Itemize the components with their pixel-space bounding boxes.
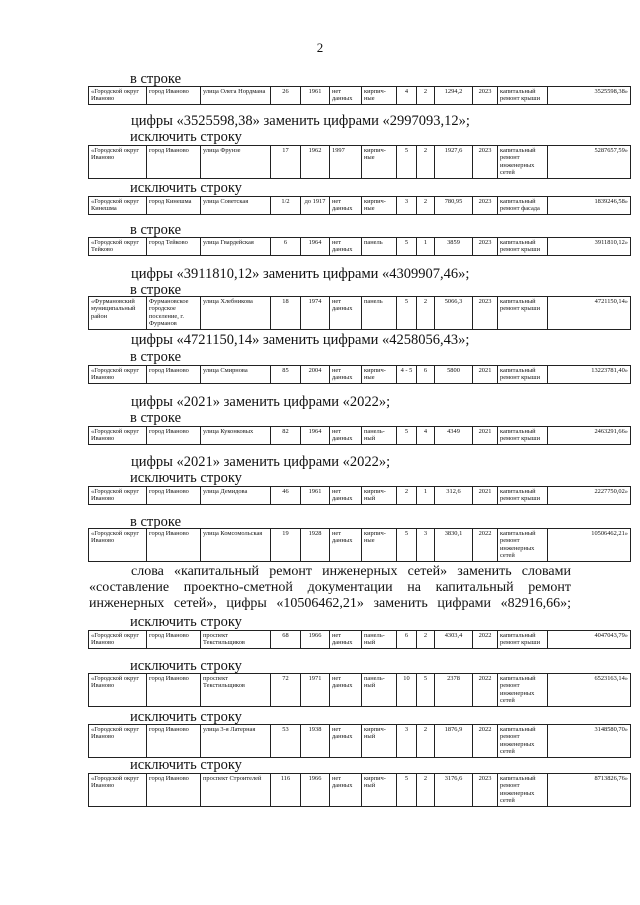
table-row — [89, 487, 631, 505]
wall-material-cell: кирпич-ный — [362, 487, 397, 505]
entrances-cell: 1 — [417, 487, 435, 505]
house-number-cell: 46 — [271, 487, 301, 505]
table-row — [89, 366, 631, 384]
wall-material-cell: кирпич-ные — [362, 197, 397, 215]
area-cell: 1294,2 — [435, 87, 473, 105]
table-row — [89, 238, 631, 256]
entrances-cell: 2 — [417, 197, 435, 215]
settlement-cell: город Иваново — [147, 487, 201, 505]
settlement-cell: город Иваново — [147, 631, 201, 649]
cost-cell: 5287657,59» — [548, 146, 631, 179]
cost-cell: 4721150,14» — [548, 297, 631, 330]
area-cell: 4349 — [435, 427, 473, 445]
planned-year-cell: 2021 — [473, 366, 498, 384]
area-cell: 3859 — [435, 238, 473, 256]
house-number-cell: 17 — [271, 146, 301, 179]
entrances-cell: 5 — [417, 674, 435, 707]
municipality-cell: «Городской округ Иваново — [89, 487, 147, 505]
street-cell: улица Куконковых — [201, 427, 271, 445]
street-cell: улица Хлебникова — [201, 297, 271, 330]
cost-cell: 6523163,14» — [548, 674, 631, 707]
wall-material-cell: панель-ный — [362, 674, 397, 707]
amendment-paragraph — [89, 564, 571, 612]
street-cell: улица 3-я Латерная — [201, 725, 271, 758]
house-number-cell: 6 — [271, 238, 301, 256]
planned-year-cell: 2022 — [473, 631, 498, 649]
work-type-cell: капитальный ремонт инженерных сетей — [498, 529, 548, 562]
settlement-cell: город Иваново — [147, 774, 201, 807]
floors-cell: 5 — [397, 529, 417, 562]
wall-material-cell: кирпич-ные — [362, 87, 397, 105]
instruction-replace-figures: цифры «4721150,14» заменить цифрами «4258056,43»; — [131, 332, 470, 348]
work-type-cell: капитальный ремонт крыши — [498, 238, 548, 256]
work-type-cell: капитальный ремонт инженерных сетей — [498, 674, 548, 707]
municipality-cell: «Фурмановский муниципальный район — [89, 297, 147, 330]
floors-cell: 6 — [397, 631, 417, 649]
settlement-cell: город Иваново — [147, 427, 201, 445]
entrances-cell: 2 — [417, 631, 435, 649]
year-renovated-cell: 1997 — [330, 146, 362, 179]
work-type-cell: капитальный ремонт крыши — [498, 87, 548, 105]
settlement-cell: город Иваново — [147, 674, 201, 707]
work-type-cell: капитальный ремонт крыши — [498, 297, 548, 330]
table-row — [89, 774, 631, 807]
table-row — [89, 197, 631, 215]
instruction-replace-figures: цифры «2021» заменить цифрами «2022»; — [131, 394, 391, 410]
area-cell: 5800 — [435, 366, 473, 384]
instruction-replace-figures: цифры «3911810,12» заменить цифрами «4309907,46»; — [131, 266, 470, 282]
work-type-cell: капитальный ремонт крыши — [498, 631, 548, 649]
year-built-cell: 1964 — [301, 238, 330, 256]
instruction-in-row: в строке — [130, 71, 182, 87]
year-built-cell: 1928 — [301, 529, 330, 562]
cost-cell: 4047043,79» — [548, 631, 631, 649]
year-built-cell: 1961 — [301, 487, 330, 505]
municipality-cell: «Городской округ Иваново — [89, 427, 147, 445]
wall-material-cell: кирпич-ные — [362, 146, 397, 179]
instruction-exclude-row: исключить строку — [130, 757, 242, 773]
house-number-cell: 68 — [271, 631, 301, 649]
year-renovated-cell: нет данных — [330, 297, 362, 330]
entrances-cell: 6 — [417, 366, 435, 384]
settlement-cell: город Иваново — [147, 366, 201, 384]
year-renovated-cell: нет данных — [330, 529, 362, 562]
house-number-cell: 19 — [271, 529, 301, 562]
municipality-cell: «Городской округ Иваново — [89, 725, 147, 758]
floors-cell: 3 — [397, 197, 417, 215]
settlement-cell: город Иваново — [147, 725, 201, 758]
instruction-in-row: в строке — [130, 349, 182, 365]
instruction-exclude-row: исключить строку — [130, 614, 242, 630]
floors-cell: 5 — [397, 146, 417, 179]
instruction-exclude-row: исключить строку — [130, 658, 242, 674]
municipality-cell: «Городской округ Иваново — [89, 631, 147, 649]
planned-year-cell: 2022 — [473, 674, 498, 707]
wall-material-cell: кирпич-ный — [362, 725, 397, 758]
planned-year-cell: 2021 — [473, 427, 498, 445]
instruction-exclude-row: исключить строку — [130, 129, 242, 145]
paragraph-line: инженерных сетей», цифры «10506462,21» заменить цифрами «82916,66»; — [89, 596, 571, 611]
entrances-cell: 2 — [417, 774, 435, 807]
street-cell: улица Советская — [201, 197, 271, 215]
house-number-cell: 18 — [271, 297, 301, 330]
year-renovated-cell: нет данных — [330, 366, 362, 384]
wall-material-cell: кирпич-ные — [362, 366, 397, 384]
planned-year-cell: 2023 — [473, 146, 498, 179]
year-built-cell: 1961 — [301, 87, 330, 105]
row-table — [88, 365, 631, 384]
table-row — [89, 674, 631, 707]
instruction-exclude-row: исключить строку — [130, 709, 242, 725]
settlement-cell: Фурмановское городское поселение, г. Фурманов — [147, 297, 201, 330]
area-cell: 3176,6 — [435, 774, 473, 807]
street-cell: улица Демидова — [201, 487, 271, 505]
cost-cell: 1839246,58» — [548, 197, 631, 215]
work-type-cell: капитальный ремонт инженерных сетей — [498, 774, 548, 807]
wall-material-cell: панель-ный — [362, 427, 397, 445]
work-type-cell: капитальный ремонт крыши — [498, 427, 548, 445]
wall-material-cell: панель-ный — [362, 631, 397, 649]
settlement-cell: город Иваново — [147, 529, 201, 562]
year-renovated-cell: нет данных — [330, 427, 362, 445]
instruction-in-row: в строке — [130, 514, 182, 530]
row-table — [88, 145, 631, 179]
area-cell: 780,95 — [435, 197, 473, 215]
cost-cell: 13223781,40» — [548, 366, 631, 384]
floors-cell: 5 — [397, 774, 417, 807]
municipality-cell: «Городской округ Иваново — [89, 674, 147, 707]
year-renovated-cell: нет данных — [330, 487, 362, 505]
municipality-cell: «Городской округ Кинешма — [89, 197, 147, 215]
work-type-cell: капитальный ремонт крыши — [498, 487, 548, 505]
cost-cell: 2227750,02» — [548, 487, 631, 505]
municipality-cell: «Городской округ Иваново — [89, 366, 147, 384]
instruction-exclude-row: исключить строку — [130, 470, 242, 486]
street-cell: проспект Строителей — [201, 774, 271, 807]
planned-year-cell: 2023 — [473, 87, 498, 105]
work-type-cell: капитальный ремонт инженерных сетей — [498, 725, 548, 758]
wall-material-cell: панель — [362, 238, 397, 256]
area-cell: 5066,3 — [435, 297, 473, 330]
instruction-in-row: в строке — [130, 222, 182, 238]
planned-year-cell: 2021 — [473, 487, 498, 505]
entrances-cell: 1 — [417, 238, 435, 256]
row-table — [88, 426, 631, 445]
floors-cell: 3 — [397, 725, 417, 758]
planned-year-cell: 2022 — [473, 725, 498, 758]
cost-cell: 10506462,21» — [548, 529, 631, 562]
wall-material-cell: кирпич-ные — [362, 529, 397, 562]
cost-cell: 3525598,38» — [548, 87, 631, 105]
municipality-cell: «Городской округ Иваново — [89, 529, 147, 562]
year-renovated-cell: нет данных — [330, 774, 362, 807]
planned-year-cell: 2023 — [473, 238, 498, 256]
paragraph-line: «составление проектно-сметной документации на капитальный ремонт — [89, 580, 571, 595]
year-built-cell: 1966 — [301, 631, 330, 649]
floors-cell: 4 — [397, 87, 417, 105]
area-cell: 3830,1 — [435, 529, 473, 562]
house-number-cell: 72 — [271, 674, 301, 707]
floors-cell: 4 - 5 — [397, 366, 417, 384]
row-table — [88, 237, 631, 256]
row-table — [88, 296, 631, 330]
entrances-cell: 2 — [417, 87, 435, 105]
settlement-cell: город Иваново — [147, 87, 201, 105]
area-cell: 1927,6 — [435, 146, 473, 179]
area-cell: 1876,9 — [435, 725, 473, 758]
cost-cell: 2463291,66» — [548, 427, 631, 445]
house-number-cell: 116 — [271, 774, 301, 807]
wall-material-cell: кирпич-ный — [362, 774, 397, 807]
row-table — [88, 86, 631, 105]
cost-cell: 3148580,70» — [548, 725, 631, 758]
floors-cell: 5 — [397, 238, 417, 256]
municipality-cell: «Городской округ Тейково — [89, 238, 147, 256]
street-cell: проспект Текстильщиков — [201, 631, 271, 649]
floors-cell: 5 — [397, 427, 417, 445]
instruction-exclude-row: исключить строку — [130, 180, 242, 196]
street-cell: улица Комсомольская — [201, 529, 271, 562]
entrances-cell: 2 — [417, 725, 435, 758]
entrances-cell: 3 — [417, 529, 435, 562]
floors-cell: 5 — [397, 297, 417, 330]
table-row — [89, 87, 631, 105]
municipality-cell: «Городской округ Иваново — [89, 146, 147, 179]
planned-year-cell: 2023 — [473, 197, 498, 215]
entrances-cell: 2 — [417, 297, 435, 330]
work-type-cell: капитальный ремонт крыши — [498, 366, 548, 384]
row-table — [88, 773, 631, 807]
entrances-cell: 4 — [417, 427, 435, 445]
table-row — [89, 529, 631, 562]
house-number-cell: 53 — [271, 725, 301, 758]
municipality-cell: «Городской округ Иваново — [89, 87, 147, 105]
work-type-cell: капитальный ремонт инженерных сетей — [498, 146, 548, 179]
wall-material-cell: панель — [362, 297, 397, 330]
year-built-cell: 1971 — [301, 674, 330, 707]
planned-year-cell: 2022 — [473, 529, 498, 562]
entrances-cell: 2 — [417, 146, 435, 179]
year-built-cell: 1964 — [301, 427, 330, 445]
house-number-cell: 85 — [271, 366, 301, 384]
table-row — [89, 146, 631, 179]
table-row — [89, 631, 631, 649]
year-built-cell: 2004 — [301, 366, 330, 384]
instruction-replace-figures: цифры «3525598,38» заменить цифрами «2997093,12»; — [131, 113, 470, 129]
year-renovated-cell: нет данных — [330, 725, 362, 758]
row-table — [88, 724, 631, 758]
work-type-cell: капитальный ремонт фасада — [498, 197, 548, 215]
year-built-cell: до 1917 — [301, 197, 330, 215]
street-cell: проспект Текстильщиков — [201, 674, 271, 707]
table-row — [89, 297, 631, 330]
settlement-cell: город Тейково — [147, 238, 201, 256]
cost-cell: 8713826,76» — [548, 774, 631, 807]
settlement-cell: город Кинешма — [147, 197, 201, 215]
row-table — [88, 196, 631, 215]
cost-cell: 3911810,12» — [548, 238, 631, 256]
municipality-cell: «Городской округ Иваново — [89, 774, 147, 807]
year-built-cell: 1962 — [301, 146, 330, 179]
table-row — [89, 427, 631, 445]
street-cell: улица Смирнова — [201, 366, 271, 384]
year-built-cell: 1966 — [301, 774, 330, 807]
year-built-cell: 1938 — [301, 725, 330, 758]
planned-year-cell: 2023 — [473, 774, 498, 807]
paragraph-line: слова «капитальный ремонт инженерных сетей» заменить словами — [131, 564, 571, 579]
row-table — [88, 486, 631, 505]
instruction-replace-figures: цифры «2021» заменить цифрами «2022»; — [131, 454, 391, 470]
row-table — [88, 630, 631, 649]
planned-year-cell: 2023 — [473, 297, 498, 330]
floors-cell: 2 — [397, 487, 417, 505]
settlement-cell: город Иваново — [147, 146, 201, 179]
year-renovated-cell: нет данных — [330, 674, 362, 707]
table-row — [89, 725, 631, 758]
street-cell: улица Фрунзе — [201, 146, 271, 179]
street-cell: улица Олега Нордмана — [201, 87, 271, 105]
year-renovated-cell: нет данных — [330, 87, 362, 105]
instruction-in-row: в строке — [130, 282, 182, 298]
year-renovated-cell: нет данных — [330, 238, 362, 256]
street-cell: улица Гвардейская — [201, 238, 271, 256]
year-renovated-cell: нет данных — [330, 197, 362, 215]
area-cell: 2378 — [435, 674, 473, 707]
house-number-cell: 26 — [271, 87, 301, 105]
page-number: 2 — [316, 40, 324, 55]
house-number-cell: 1/2 — [271, 197, 301, 215]
instruction-in-row: в строке — [130, 410, 182, 426]
row-table — [88, 528, 631, 562]
area-cell: 312,6 — [435, 487, 473, 505]
year-built-cell: 1974 — [301, 297, 330, 330]
floors-cell: 10 — [397, 674, 417, 707]
area-cell: 4303,4 — [435, 631, 473, 649]
house-number-cell: 82 — [271, 427, 301, 445]
year-renovated-cell: нет данных — [330, 631, 362, 649]
row-table — [88, 673, 631, 707]
